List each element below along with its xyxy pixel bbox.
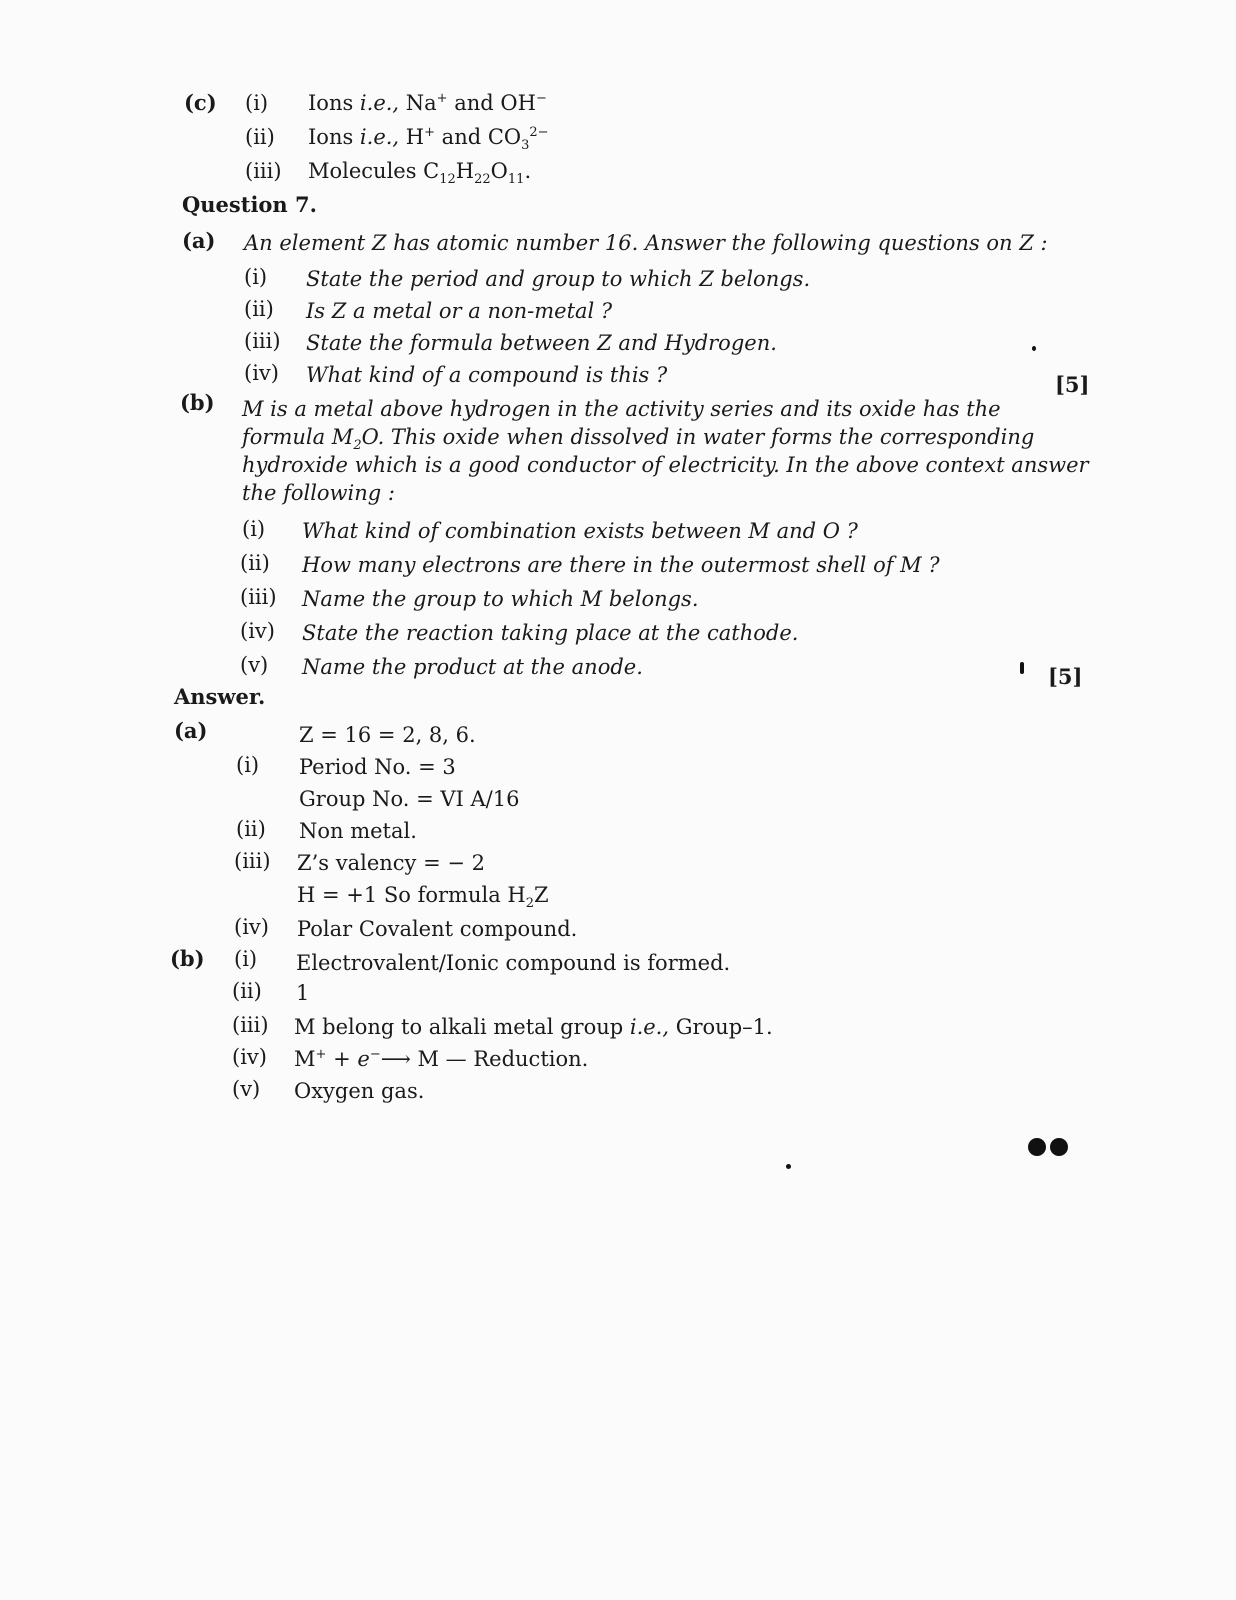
c-item-num: (i) — [245, 91, 269, 115]
answer-b-i-num: (i) — [234, 947, 258, 971]
qb-item-text: Name the product at the anode. — [302, 655, 643, 679]
question-a-marks: [5] — [1055, 372, 1090, 397]
part-c-label: (c) — [184, 90, 217, 115]
c-item-num: (ii) — [245, 125, 275, 149]
question-b-stem-line4: the following : — [242, 481, 395, 505]
c-item-text: Molecules $C_{12}H_{22}O_{11}$. — [308, 159, 532, 188]
question-b-marks: [5] — [1048, 664, 1083, 689]
answer-b-label: (b) — [170, 946, 205, 971]
answer-a-iv-num: (iv) — [234, 915, 269, 939]
qb-item-text: How many electrons are there in the outermost shell of M ? — [302, 553, 940, 577]
answer-b-i-text: Electrovalent/Ionic compound is formed. — [296, 951, 731, 975]
qb-item-num: (iv) — [240, 619, 275, 643]
answer-a-ii-text: Non metal. — [299, 819, 417, 843]
speck-icon — [1020, 662, 1024, 674]
c-item-text: Ions i.e., H+ and $CO_3^{2-}$ — [308, 125, 549, 154]
answer-title: Answer. — [174, 684, 266, 709]
answer-a-i-num: (i) — [236, 753, 260, 777]
answer-a-i-line2: Group No. = VI A/16 — [299, 787, 520, 811]
qa-item-text: State the period and group to which Z belongs. — [306, 267, 811, 291]
answer-b-ii-text: 1 — [296, 981, 310, 1005]
c-item-num: (iii) — [245, 159, 282, 183]
answer-a-ii-num: (ii) — [236, 817, 266, 841]
answer-b-iv-num: (iv) — [232, 1045, 267, 1069]
speck-icon — [1032, 346, 1036, 351]
qb-item-text: Name the group to which M belongs. — [302, 587, 699, 611]
qa-item-num: (ii) — [244, 297, 274, 321]
answer-a-intro: Z = 16 = 2, 8, 6. — [299, 723, 476, 747]
qb-item-num: (v) — [240, 653, 269, 677]
qa-item-num: (iii) — [244, 329, 281, 353]
answer-a-label: (a) — [174, 718, 208, 743]
bullet-dot-icon — [1028, 1138, 1046, 1156]
c-item-text: Ions i.e., Na+ and OH− — [308, 91, 547, 115]
answer-a-iii-line1: Z’s valency = − 2 — [297, 851, 485, 875]
answer-a-iii-line2: H = +1 So formula $H_2Z$ — [297, 883, 549, 912]
qb-item-num: (ii) — [240, 551, 270, 575]
answer-b-iii-text: M belong to alkali metal group i.e., Group–1. — [294, 1015, 773, 1039]
bullet-dot-icon — [1050, 1138, 1068, 1156]
question-title: Question 7. — [182, 192, 317, 217]
answer-a-iii-num: (iii) — [234, 849, 271, 873]
answer-b-v-text: Oxygen gas. — [294, 1079, 425, 1103]
qa-item-text: State the formula between Z and Hydrogen. — [306, 331, 777, 355]
answer-b-iii-num: (iii) — [232, 1013, 269, 1037]
question-b-stem-line3: hydroxide which is a good conductor of electricity. In the above context answer — [242, 453, 1089, 477]
speck-icon — [786, 1164, 791, 1169]
qa-item-num: (iv) — [244, 361, 279, 385]
answer-a-i-line1: Period No. = 3 — [299, 755, 456, 779]
answer-b-iv-equation: M+ + e−⟶ M — Reduction. — [294, 1047, 589, 1071]
answer-b-ii-num: (ii) — [232, 979, 262, 1003]
answer-b-v-num: (v) — [232, 1077, 261, 1101]
qa-item-text: Is Z a metal or a non-metal ? — [306, 299, 613, 323]
question-a-label: (a) — [182, 228, 216, 253]
question-b-label: (b) — [180, 390, 215, 415]
question-a-stem: An element Z has atomic number 16. Answer the following questions on Z : — [244, 231, 1048, 255]
qa-item-text: What kind of a compound is this ? — [306, 363, 668, 387]
question-b-stem-line1: M is a metal above hydrogen in the activity series and its oxide has the — [242, 397, 1001, 421]
qb-item-text: State the reaction taking place at the cathode. — [302, 621, 799, 645]
question-b-stem-line2: formula $M_2O$. This oxide when dissolved in water forms the corresponding — [242, 425, 1035, 454]
qa-item-num: (i) — [244, 265, 268, 289]
qb-item-text: What kind of combination exists between M and O ? — [302, 519, 858, 543]
qb-item-num: (i) — [242, 517, 266, 541]
qb-item-num: (iii) — [240, 585, 277, 609]
answer-a-iv-text: Polar Covalent compound. — [297, 917, 578, 941]
